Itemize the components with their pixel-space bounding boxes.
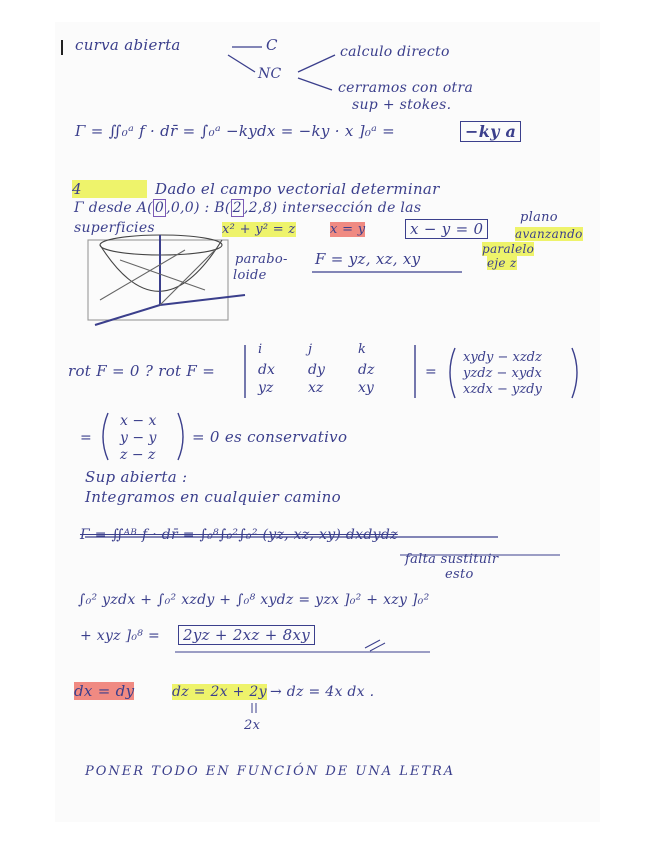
rot-paren-right — [572, 348, 577, 398]
cons-paren-left — [103, 413, 108, 460]
point-a-marked: 0 — [154, 200, 165, 216]
det-row-2: dx dy dz — [258, 362, 375, 378]
bottom-instruction: PONER TODO EN FUNCIÓN DE UNA LETRA — [85, 764, 456, 779]
rot-result-3: xzdx − yzdy — [463, 382, 542, 397]
missing-subst-note-2: esto — [445, 567, 474, 582]
rot-result-1: xydy − xzdz — [463, 350, 542, 365]
conservative-text: = 0 es conservativo — [192, 428, 348, 446]
question-line2: Γ desde A( 0 ,0,0) : B( 2 ,2,8) intersección de las — [74, 200, 422, 216]
direct-calc-text: calculo directo — [340, 44, 450, 60]
parallel-note-2: eje z — [487, 256, 517, 270]
plane-note-2: avanzando — [515, 227, 583, 241]
dx-dy-relation: dx = dy — [74, 682, 135, 700]
rot-equation: rot F = 0 ? rot F = — [68, 362, 216, 380]
plane-line-1 — [120, 260, 205, 290]
arrow-to-nc — [228, 55, 255, 72]
surface-paraboloid: x² + y² = z — [222, 222, 296, 237]
struck-equation: Γ = ∬ᴬᴮ f · dr̄ = ∫₀⁸∫₀²∫₀² (yz, xz, xy) dxdydz — [80, 527, 398, 543]
plane-boxed: x − y = 0 — [405, 219, 488, 239]
integral-result: 2yz + 2xz + 8xy — [178, 625, 315, 645]
paraboloid-label-2: loide — [233, 268, 267, 283]
paraboloid-diagram — [88, 235, 245, 325]
gamma-equation: Γ = ∬₀ᵃ f · dr̄ = ∫₀ᵃ −kydx = −ky · x ]₀ᵃ = — [75, 122, 396, 140]
det-row-3: yz xz xy — [258, 380, 374, 396]
det-row-1: i j k — [258, 342, 366, 357]
point-b-marked: 2 — [232, 200, 242, 216]
missing-subst-note: falta sustituir — [405, 552, 499, 567]
vector-field: F = yz, xz, xy — [315, 250, 421, 268]
curve-open-text: curva abierta — [75, 36, 181, 54]
y-axis — [160, 295, 245, 305]
cons-vector-1: x − x — [120, 413, 157, 429]
integral-sum-line-2: + xyz ]₀⁸ = — [80, 628, 160, 644]
close-other-text: cerramos con otra — [338, 80, 474, 96]
arrow-to-calc — [298, 55, 335, 72]
parallel-note: paralelo — [482, 242, 535, 256]
dz-result: → dz = 4x dx . — [270, 684, 375, 700]
arrow-to-close — [298, 78, 332, 90]
two-x-note: 2x — [244, 718, 261, 733]
cons-equals: = — [80, 430, 93, 446]
cons-vector-2: y − y — [120, 430, 157, 446]
plane-note: plano — [520, 210, 558, 225]
paraboloid-label: parabo- — [235, 252, 288, 267]
sup-stokes-text: sup + stokes. — [352, 97, 452, 113]
rot-result-2: yzdz − xydx — [463, 366, 542, 381]
question-text: Dado el campo vectorial determinar — [155, 180, 440, 198]
cons-paren-right — [178, 413, 183, 460]
surface-plane: x = y — [330, 222, 366, 237]
open-surface-text: Sup abierta : — [85, 468, 188, 486]
surfaces-label: superficies — [74, 220, 155, 236]
dz-relation: dz = 2x + 2y — [172, 684, 267, 700]
question-number: 4 — [72, 180, 147, 198]
integral-sum-line: ∫₀² yzdx + ∫₀² xzdy + ∫₀⁸ xydz = yzx ]₀² + xzy ]₀² — [78, 592, 430, 608]
nc-text: NC — [258, 66, 282, 82]
cons-vector-3: z − z — [120, 447, 156, 463]
rot-paren-left — [450, 348, 455, 398]
closed-c-text: C — [266, 36, 278, 54]
equals-sign: = — [425, 364, 438, 380]
integrate-any-path: Integramos en cualquier camino — [85, 488, 341, 506]
x-axis — [95, 305, 160, 325]
gamma-result: −ky a — [460, 121, 521, 142]
